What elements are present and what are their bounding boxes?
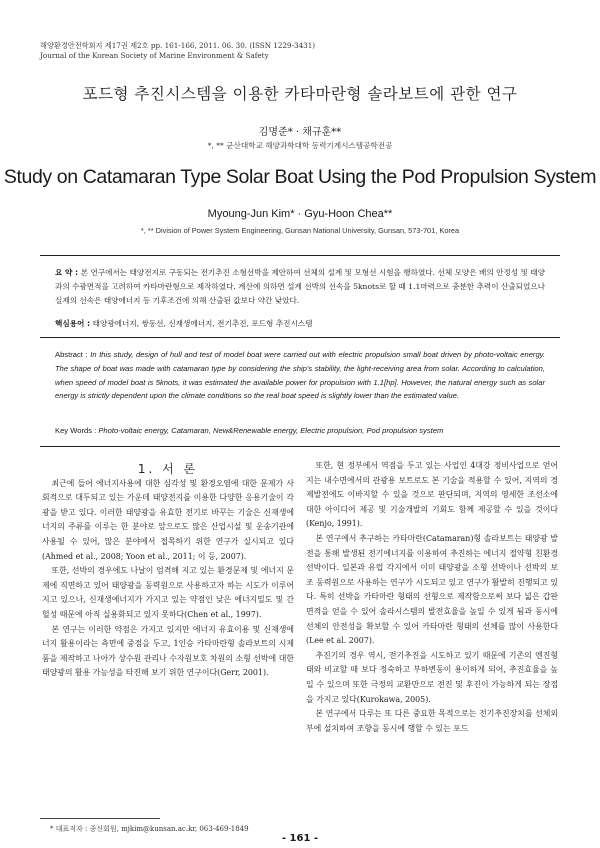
paragraph: 본 연구에서 추구하는 카타마란(Catamaran)형 솔라보트는 태양광 발전을 통해 발생된 전기에너지를 이용하여 추진하는 에너지 절약형 친환경 선박이다. 일본과 유럽 각지에서 이미 태양광을 소형 선박이나 선박의 보조 동력원으로 사용하는 연구가 시도되고 있고 연구가 활발히 진행되고 있다. 특히 선박을 카타마란 형태의 선형으로 제작함으로써 보다 넓은 갑판면적을 얻을 수 있어 솔라시스템의 발전효율을 높일 수 있게 됨과 동시에 선체의 안전성을 확보할 수 있어 카타마란 형태의 선체를 많이 사용한다(Lee et al. 2007). [306, 533, 558, 646]
body-column-left [42, 462, 294, 681]
korean-abstract [55, 266, 545, 309]
english-keywords [55, 426, 545, 435]
journal-citation: 해양환경안전학회지 제17권 제2호 pp. 161-166, 2011. 06. 30. (ISSN 1229-3431) [40, 41, 316, 50]
paragraph: 최근에 들어 에너지사용에 대한 심각성 및 환경오염에 대한 문제가 사회적으로 대두되고 있는 가운데 태양전지를 이용한 다양한 응용기술이 각광을 받고 있다. 이러한 태양광을 유효한 전기로 바꾸는 기술은 신재생에너지의 주류를 이루는 한 분야로 앞으로도 많은 산업시설 및 운송기관에 사용될 수 있어, 많은 분야에서 접목하기 위한 연구가 실시되고 있다(Ahmed et al., 2008; Yoon et al., 2011; 이 등, 2007). [42, 478, 294, 561]
paragraph: 추진기의 경우 역시, 전기추진을 시도하고 있기 때문에 기존의 엔진형태와 비교할 때 보다 정숙하고 부하변동이 용이하게 되어, 추진효율을 높일 수 있으며 또한 극정의 교환만으로 전진 및 후진이 가능하게 되는 장점을 가지고 있다(Kurokawa, 2005). [306, 650, 558, 704]
paragraph: 본 연구에서 다루는 또 다른 중요한 목적으로는 전기추진장치를 선체외부에 설치하여 조향을 동시에 행할 수 있는 포드 [306, 709, 558, 733]
journal-name: Journal of the Korean Society of Marine Environment & Safety [40, 51, 269, 60]
paragraph: 또한, 선박의 경우에도 나날이 엄격해 지고 있는 환경문제 및 에너지 문제에 직면하고 있어 태양광을 동력원으로 사용하고자 하는 시도가 이루어지고 있으나, 신재생에너지가 가지고 있는 약점인 낮은 에너지밀도 및 간헐성 때문에 아직 실용화되고 있지 못하다(Chen et al., 1997). [42, 566, 294, 619]
english-abstract-text: In this study, design of hull and test of model boat were carried out with electric propulsion small boat driven by photo-voltaic energy. The shape of boat was made with catamaran type by considering the ship's stability, the light-receiving area from solar. According to calculation, when speed of model boat is 5knots, it was estimated the available power for propulsion with 1.1[hp]. However, the natural energy such as solar energy is strictly dependent upon the climate conditions so the real boat speed is slightly lower than the estimated value. [55, 350, 546, 401]
english-keywords-text: Photo-voltaic energy, Catamaran, New&Renewable energy, Electric propulsion, Pod propulsion system [98, 426, 444, 435]
english-title: Study on Catamaran Type Solar Boat Using the Pod Propulsion System [3, 166, 597, 188]
korean-abstract-label: 요 약 : [55, 268, 81, 277]
paragraph: 본 연구는 이러한 약점은 가지고 있지만 에너지 유효이용 및 신재생에너지 활용이라는 측면에 중점을 두고, 1인승 카타마란형 솔라보트의 시제품을 제작하고 나아가 상수원 관리나 수자원보호 차원의 소형 선박에 대한 태양광의 활용 가능성을 타진해 보기 위한 연구이다(Gerr, 2001). [42, 624, 294, 678]
english-authors: Myoung-Jun Kim* · Gyu-Hoon Chea** [207, 208, 393, 220]
section-heading: 1. 서 론 [137, 462, 199, 476]
korean-affiliation: *, ** 군산대학교 해양과학대학 동력기계시스템공학전공 [207, 141, 393, 150]
paragraph: 또한, 현 정부에서 역점을 두고 있는 사업인 4대강 정비사업으로 얻어지는 내수면에서의 관광용 보트로도 본 기술을 적용할 수 있어, 지역의 경제발전에도 이바지할 수 있을 것으로 판단되며, 지역의 영세한 조선소에 대한 아이디어 제공 및 기술개발의 기회도 함께 제공할 수 있을 것이다(Kenjo, 1991). [306, 461, 558, 529]
abstract-rule [40, 337, 560, 338]
english-abstract-label: Abstract : [55, 350, 91, 359]
korean-abstract-text: 본 연구에서는 태양전지로 구동되는 전기추진 소형선박을 제안하여 선체의 설계 및 모형선 시험을 행하였다. 선체 모양은 배의 안정성 및 태양과의 수광면적을 고려하여 카타마란형으로 제작하였다. 계산에 의하면 설계 선박의 선속을 5knots로 할 때 1.1마력으로 충분한 추력이 산출되었으나 실제의 선속은 태양에너지 등 기후조건에 의해 산출된 값보다 약간 낮았다. [55, 268, 546, 306]
korean-title: 포드형 추진시스템을 이용한 카타마란형 솔라보트에 관한 연구 [82, 85, 518, 103]
korean-authors: 김명준* · 채규훈** [258, 127, 342, 138]
english-affiliation: *, ** Division of Power System Engineering, Gunsan National University, Gunsan, 573-701, Korea [140, 226, 460, 235]
journal-header [40, 41, 315, 61]
english-abstract [55, 348, 545, 403]
body-rule [40, 446, 560, 447]
english-keywords-label: Key Words : [55, 426, 99, 435]
body-column-right [306, 459, 558, 736]
korean-keywords [55, 318, 545, 329]
korean-keywords-text: 태양광에너지, 쌍동선, 신재생에너지, 전기추진, 포드형 추진시스템 [92, 319, 313, 328]
top-rule [40, 255, 560, 256]
page-number: - 161 - [281, 833, 319, 844]
korean-keywords-label: 핵심용어 : [55, 319, 93, 328]
footnote: * 대표저자 : 종신회원, mjkim@kunsan.ac.kr, 063-469-1849 [50, 825, 249, 833]
footnote-rule [40, 818, 160, 819]
